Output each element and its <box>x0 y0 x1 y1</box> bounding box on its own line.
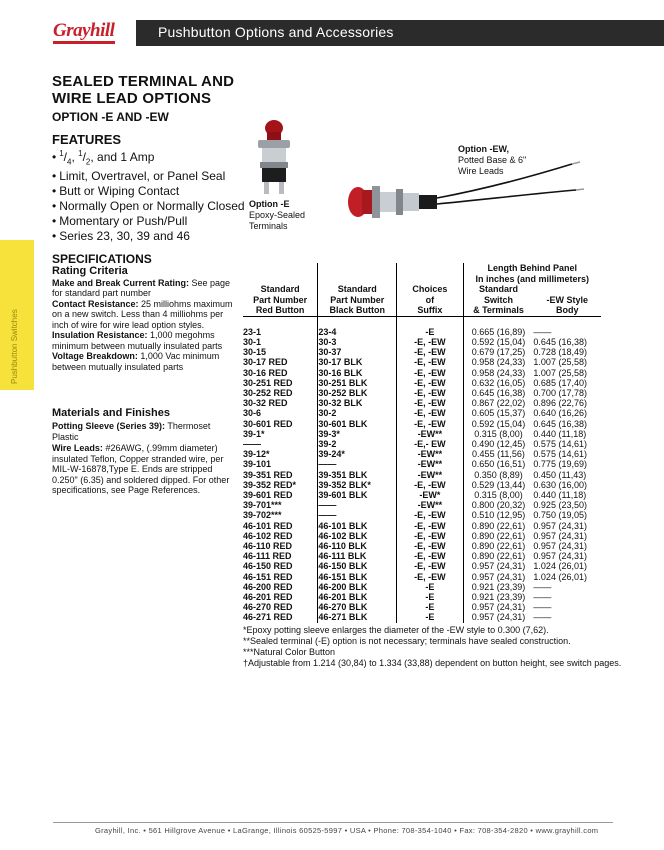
cell-red-part: 46-151 RED <box>243 571 293 582</box>
cell-ew-length: —— <box>533 326 552 337</box>
feature-item: • Series 23, 30, 39 and 46 <box>52 229 245 244</box>
cell-suffix: -E, -EW <box>397 388 463 398</box>
cell-black-part: 46-201 BLK <box>318 592 397 602</box>
cell-black-part: 46-150 BLK <box>318 561 397 571</box>
cell-std-length: 0.957 (24,31) <box>463 612 533 622</box>
cell-suffix: -E <box>397 327 463 337</box>
specifications-title: SPECIFICATIONS <box>52 252 152 266</box>
cell-ew-length: 0.700 (17,78) <box>533 387 587 398</box>
cell-red-part: 46-111 RED <box>243 551 292 562</box>
cell-suffix: -EW** <box>397 470 463 480</box>
cell-black-part: 30-32 BLK <box>318 398 397 408</box>
header-line: Part Number <box>330 294 385 305</box>
table-row <box>243 480 601 490</box>
spec-label: Make and Break Current Rating: <box>52 277 190 288</box>
header-line: Black Button <box>329 305 386 315</box>
cell-black-part: 30-17 BLK <box>318 357 397 367</box>
cell-suffix: -E,- EW <box>397 439 463 449</box>
table-row <box>243 531 601 541</box>
specifications-body <box>52 266 234 372</box>
table-row <box>243 602 601 612</box>
rating-criteria-title: Rating Criteria <box>52 265 128 277</box>
material-label: Potting Sleeve (Series 39): <box>52 421 166 431</box>
cell-ew-length: 0.925 (23,50) <box>533 500 587 511</box>
cell-suffix: -E, -EW <box>397 368 463 378</box>
table-row <box>243 357 601 367</box>
cell-red-part: 39-352 RED* <box>243 479 297 490</box>
cell-ew-length: 0.957 (24,31) <box>533 530 587 541</box>
option-e-caption-title: Option -E <box>249 199 290 209</box>
header-line: & Terminals <box>473 305 524 315</box>
table-row <box>243 561 601 571</box>
cell-std-length: 0.592 (15,04) <box>463 419 533 429</box>
table-row <box>243 347 601 357</box>
col-header-std-switch <box>463 284 533 316</box>
cell-black-part: 23-4 <box>318 327 397 337</box>
header-line: Standard <box>260 284 300 294</box>
cell-ew-length: 0.575 (14,61) <box>533 438 587 449</box>
cell-ew-length: 0.645 (16,38) <box>533 336 587 347</box>
cell-ew-length: 0.440 (11,18) <box>533 428 587 439</box>
table-row <box>243 459 601 469</box>
option-e-switch-photo <box>250 118 298 198</box>
cell-std-length: 0.957 (24,31) <box>463 602 533 612</box>
cell-red-part: 30-16 RED <box>243 367 288 378</box>
feature-item: • $^1/_4$, $^1/_2$, and 1 Amp <box>52 146 245 169</box>
cell-red-part: 39-351 RED <box>243 469 293 480</box>
cell-std-length: 0.890 (22,61) <box>463 531 533 541</box>
footnote: **Sealed terminal (-E) option is not necessary; terminals have sealed construction. <box>243 636 571 646</box>
cell-suffix: -E, -EW <box>397 408 463 418</box>
cell-red-part: 39-701*** <box>243 500 282 511</box>
cell-std-length: 0.679 (17,25) <box>463 347 533 357</box>
table-row <box>243 419 601 429</box>
cell-suffix: -E, -EW <box>397 561 463 571</box>
features-title: FEATURES <box>52 132 122 147</box>
cell-std-length: 0.645 (16,38) <box>463 388 533 398</box>
materials-body <box>52 421 234 497</box>
footnote: †Adjustable from 1.214 (30,84) to 1.334 (33,88) dependent on button height, see switch pages. <box>243 658 622 668</box>
cell-red-part: 30-6 <box>243 408 262 419</box>
spec-insulation-resistance <box>52 330 234 351</box>
col-header-ew-body <box>533 284 601 316</box>
spec-text: 25 milliohms maximum on a new switch. Less than 4 milliohms per inch of wire for wire lead option styles. <box>52 298 233 330</box>
header-line: -EW Style <box>546 294 588 305</box>
spec-text: 1,000 megohms minimum between mutually insulated parts <box>52 330 223 351</box>
cell-suffix: -E, -EW <box>397 480 463 490</box>
cell-black-part: 46-151 BLK <box>318 572 397 582</box>
table-row <box>243 582 601 592</box>
cell-red-part: 23-1 <box>243 326 262 337</box>
header-line: of <box>425 294 435 305</box>
cell-suffix: -E, -EW <box>397 541 463 551</box>
table-row <box>243 398 601 408</box>
cell-ew-length: 0.957 (24,31) <box>533 520 587 531</box>
cell-red-part: —— <box>243 438 261 449</box>
material-potting-sleeve <box>52 421 234 442</box>
cell-std-length: 0.921 (23,39) <box>463 582 533 592</box>
spec-label: Insulation Resistance: <box>52 330 148 340</box>
cell-std-length: 0.958 (24,33) <box>463 357 533 367</box>
cell-std-length: 0.350 (8,89) <box>463 470 533 480</box>
cell-std-length: 0.890 (22,61) <box>463 521 533 531</box>
side-tab-label: Pushbutton Switches <box>10 309 19 384</box>
spec-text: 1,000 Vac minimum between mutually insulated parts <box>52 351 220 372</box>
option-e-caption-line: Epoxy-Sealed <box>249 210 306 220</box>
cell-suffix: -E <box>397 592 463 602</box>
cell-std-length: 0.921 (23,39) <box>463 592 533 602</box>
spec-label: Contact Resistance: <box>52 298 139 309</box>
feature-item: • Momentary or Push/Pull <box>52 214 245 229</box>
cell-std-length: 0.800 (20,32) <box>463 500 533 510</box>
cell-red-part: 30-32 RED <box>243 398 288 409</box>
cell-suffix: -E, -EW <box>397 572 463 582</box>
cell-ew-length: —— <box>533 591 552 602</box>
cell-std-length: 0.958 (24,33) <box>463 368 533 378</box>
cell-red-part: 39-601 RED <box>243 489 293 500</box>
cell-red-part: 46-271 RED <box>243 612 293 623</box>
heading-line-1: SEALED TERMINAL AND <box>52 73 235 90</box>
cell-ew-length: 1.024 (26,01) <box>533 571 587 582</box>
cell-ew-length: —— <box>533 612 552 623</box>
footnote: *Epoxy potting sleeve enlarges the diameter of the -EW style to 0.300 (7,62). <box>243 625 549 635</box>
feature-item: • Normally Open or Normally Closed <box>52 199 245 214</box>
spec-contact-resistance <box>52 299 234 331</box>
table-row <box>243 572 601 582</box>
cell-black-part: 39-24* <box>318 449 397 459</box>
cell-suffix: -E <box>397 602 463 612</box>
cell-std-length: 0.592 (15,04) <box>463 337 533 347</box>
cell-ew-length: 0.440 (11,18) <box>533 489 587 500</box>
cell-black-part: 46-200 BLK <box>318 582 397 592</box>
cell-red-part: 46-102 RED <box>243 530 293 541</box>
page-section-title: Pushbutton Options and Accessories <box>158 24 394 40</box>
cell-red-part: 46-201 RED <box>243 591 293 602</box>
page-subheading: OPTION -E AND -EW <box>52 110 169 124</box>
header-line: Standard <box>337 284 377 294</box>
cell-black-part: —— <box>318 510 397 520</box>
cell-ew-length: —— <box>533 581 552 592</box>
header-line: Body <box>555 305 579 315</box>
materials-title: Materials and Finishes <box>52 407 170 419</box>
cell-ew-length: 1.007 (25,58) <box>533 367 587 378</box>
cell-red-part: 30-1 <box>243 336 262 347</box>
cell-ew-length: 0.450 (11,43) <box>533 469 587 480</box>
cell-red-part: 30-252 RED <box>243 387 293 398</box>
cell-red-part: 46-110 RED <box>243 540 293 551</box>
cell-ew-length: 0.896 (22,76) <box>533 398 587 409</box>
part-number-rows <box>243 316 601 623</box>
cell-red-part: 39-101 <box>243 459 272 470</box>
table-row <box>243 470 601 480</box>
cell-red-part: 39-702*** <box>243 510 282 521</box>
table-row <box>243 510 601 520</box>
cell-black-part: 39-601 BLK <box>318 490 397 500</box>
cell-black-part: 30-37 <box>318 347 397 357</box>
cell-ew-length: 0.640 (16,26) <box>533 408 587 419</box>
cell-ew-length: 0.685 (17,40) <box>533 377 587 388</box>
cell-std-length: 0.957 (24,31) <box>463 561 533 571</box>
option-ew-caption-title: Option -EW, <box>458 144 509 154</box>
cell-suffix: -E, -EW <box>397 398 463 408</box>
cell-red-part: 46-150 RED <box>243 561 293 572</box>
cell-red-part: 30-251 RED <box>243 377 293 388</box>
cell-std-length: 0.890 (22,61) <box>463 551 533 561</box>
table-row <box>243 521 601 531</box>
table-row <box>243 541 601 551</box>
cell-black-part: 30-3 <box>318 337 397 347</box>
grayhill-logo: Grayhill <box>53 20 115 41</box>
cell-black-part: 46-270 BLK <box>318 602 397 612</box>
col-header-std-black <box>318 263 397 316</box>
option-e-caption <box>249 199 305 232</box>
header-line: Part Number <box>253 294 308 305</box>
part-number-table <box>243 263 601 623</box>
cell-suffix: -E, -EW <box>397 347 463 357</box>
header-line: Red Button <box>255 305 305 315</box>
feature-item: • Butt or Wiping Contact <box>52 184 245 199</box>
cell-ew-length: 0.630 (16,00) <box>533 479 587 490</box>
cell-std-length: 0.315 (8,00) <box>463 490 533 500</box>
cell-red-part: 30-601 RED <box>243 418 293 429</box>
header-line: Choices <box>412 284 448 294</box>
footer-rule <box>53 822 613 823</box>
cell-black-part: 46-101 BLK <box>318 521 397 531</box>
table-row <box>243 439 601 449</box>
cell-suffix: -EW** <box>397 449 463 459</box>
cell-suffix: -EW** <box>397 459 463 469</box>
table-row <box>243 388 601 398</box>
cell-suffix: -EW* <box>397 490 463 500</box>
cell-suffix: -E, -EW <box>397 337 463 347</box>
material-text: #26AWG, (.99mm diameter) insulated Teflon, Copper stranded wire, per MIL-W-16878,Type E. Ends are stripped 0.250" (6.35) and soldered dipped. For other specifications, see Page References. <box>52 443 230 495</box>
cell-ew-length: 0.575 (14,61) <box>533 449 587 460</box>
table-row <box>243 327 601 337</box>
table-row <box>243 378 601 388</box>
spec-text: See page for standard part number <box>52 277 231 298</box>
option-ew-caption <box>458 144 526 177</box>
cell-ew-length: 0.957 (24,31) <box>533 540 587 551</box>
material-text: Thermoset Plastic <box>52 421 211 442</box>
col-header-choices <box>397 263 463 316</box>
col-header-std-red <box>243 263 318 316</box>
cell-ew-length: 1.024 (26,01) <box>533 561 587 572</box>
cell-suffix: -E, -EW <box>397 419 463 429</box>
table-row <box>243 490 601 500</box>
logo-underline <box>53 41 115 44</box>
cell-std-length: 0.490 (12,45) <box>463 439 533 449</box>
cell-black-part: 30-16 BLK <box>318 368 397 378</box>
cell-red-part: 46-200 RED <box>243 581 293 592</box>
table-row <box>243 429 601 439</box>
cell-suffix: -E, -EW <box>397 521 463 531</box>
cell-suffix: -E, -EW <box>397 551 463 561</box>
page-heading <box>52 73 234 107</box>
header-line: Length Behind Panel <box>487 263 578 273</box>
cell-black-part: 46-102 BLK <box>318 531 397 541</box>
cell-red-part: 46-101 RED <box>243 520 293 531</box>
cell-black-part: —— <box>318 500 397 510</box>
cell-ew-length: 0.957 (24,31) <box>533 551 587 562</box>
cell-std-length: 0.632 (16,05) <box>463 378 533 388</box>
cell-ew-length: 0.645 (16,38) <box>533 418 587 429</box>
cell-suffix: -E <box>397 612 463 622</box>
features-list <box>52 146 245 244</box>
table-footnotes <box>243 625 621 669</box>
table-row <box>243 408 601 418</box>
cell-black-part: 46-111 BLK <box>318 551 397 561</box>
cell-std-length: 0.315 (8,00) <box>463 429 533 439</box>
cell-std-length: 0.867 (22,02) <box>463 398 533 408</box>
cell-black-part: 30-252 BLK <box>318 388 397 398</box>
feature-item: • Limit, Overtravel, or Panel Seal <box>52 169 245 184</box>
cell-ew-length: —— <box>533 602 552 613</box>
header-line: Standard Switch <box>478 284 518 305</box>
cell-red-part: 30-17 RED <box>243 357 288 368</box>
cell-suffix: -E <box>397 582 463 592</box>
cell-black-part: 30-2 <box>318 408 397 418</box>
cell-std-length: 0.890 (22,61) <box>463 541 533 551</box>
cell-suffix: -E, -EW <box>397 531 463 541</box>
table-row <box>243 449 601 459</box>
cell-std-length: 0.957 (24,31) <box>463 572 533 582</box>
cell-red-part: 46-270 RED <box>243 602 293 613</box>
cell-black-part: 30-251 BLK <box>318 378 397 388</box>
cell-std-length: 0.455 (11,56) <box>463 449 533 459</box>
heading-line-2: WIRE LEAD OPTIONS <box>52 90 212 107</box>
material-wire-leads <box>52 443 234 496</box>
cell-black-part: 46-271 BLK <box>318 612 397 622</box>
cell-suffix: -E, -EW <box>397 510 463 520</box>
cell-black-part: 46-110 BLK <box>318 541 397 551</box>
cell-ew-length: 0.750 (19,05) <box>533 510 587 521</box>
cell-std-length: 0.650 (16,51) <box>463 459 533 469</box>
footer-contact: Grayhill, Inc. • 561 Hillgrove Avenue • LaGrange, Illinois 60525-5997 • USA • Phone: 708-354-1040 • Fax: 708-354-2820 • www.grayhill.com <box>95 826 599 835</box>
cell-black-part: 30-601 BLK <box>318 419 397 429</box>
table-row <box>243 551 601 561</box>
option-e-caption-line: Terminals <box>249 221 288 231</box>
cell-black-part: 39-352 BLK* <box>318 480 397 490</box>
cell-black-part: 39-3* <box>318 429 397 439</box>
cell-red-part: 39-12* <box>243 449 270 460</box>
cell-std-length: 0.665 (16,89) <box>463 327 533 337</box>
cell-ew-length: 1.007 (25,58) <box>533 357 587 368</box>
cell-std-length: 0.605 (15,37) <box>463 408 533 418</box>
cell-red-part: 39-1* <box>243 428 265 439</box>
col-header-length <box>463 263 601 284</box>
spec-make-break <box>52 278 234 299</box>
cell-black-part: 39-2 <box>318 439 397 449</box>
cell-ew-length: 0.775 (19,69) <box>533 459 587 470</box>
cell-black-part: 39-351 BLK <box>318 470 397 480</box>
cell-red-part: 30-15 <box>243 347 267 358</box>
cell-suffix: -E, -EW <box>397 357 463 367</box>
option-ew-caption-line: Wire Leads <box>458 166 504 176</box>
spec-voltage-breakdown <box>52 351 234 372</box>
footnote: ***Natural Color Button <box>243 647 336 657</box>
table-row <box>243 368 601 378</box>
header-line: In inches (and millimeters) <box>475 273 590 284</box>
table-row <box>243 612 601 622</box>
cell-suffix: -EW** <box>397 500 463 510</box>
cell-black-part: —— <box>318 459 397 469</box>
table-row <box>243 500 601 510</box>
cell-std-length: 0.510 (12,95) <box>463 510 533 520</box>
cell-std-length: 0.529 (13,44) <box>463 480 533 490</box>
table-row <box>243 337 601 347</box>
table-row <box>243 592 601 602</box>
option-ew-caption-line: Potted Base & 6" <box>458 155 527 165</box>
cell-suffix: -E, -EW <box>397 378 463 388</box>
material-label: Wire Leads: <box>52 443 103 453</box>
spec-label: Voltage Breakdown: <box>52 351 138 361</box>
header-line: Suffix <box>417 305 443 315</box>
cell-ew-length: 0.728 (18,49) <box>533 347 587 358</box>
cell-suffix: -EW** <box>397 429 463 439</box>
